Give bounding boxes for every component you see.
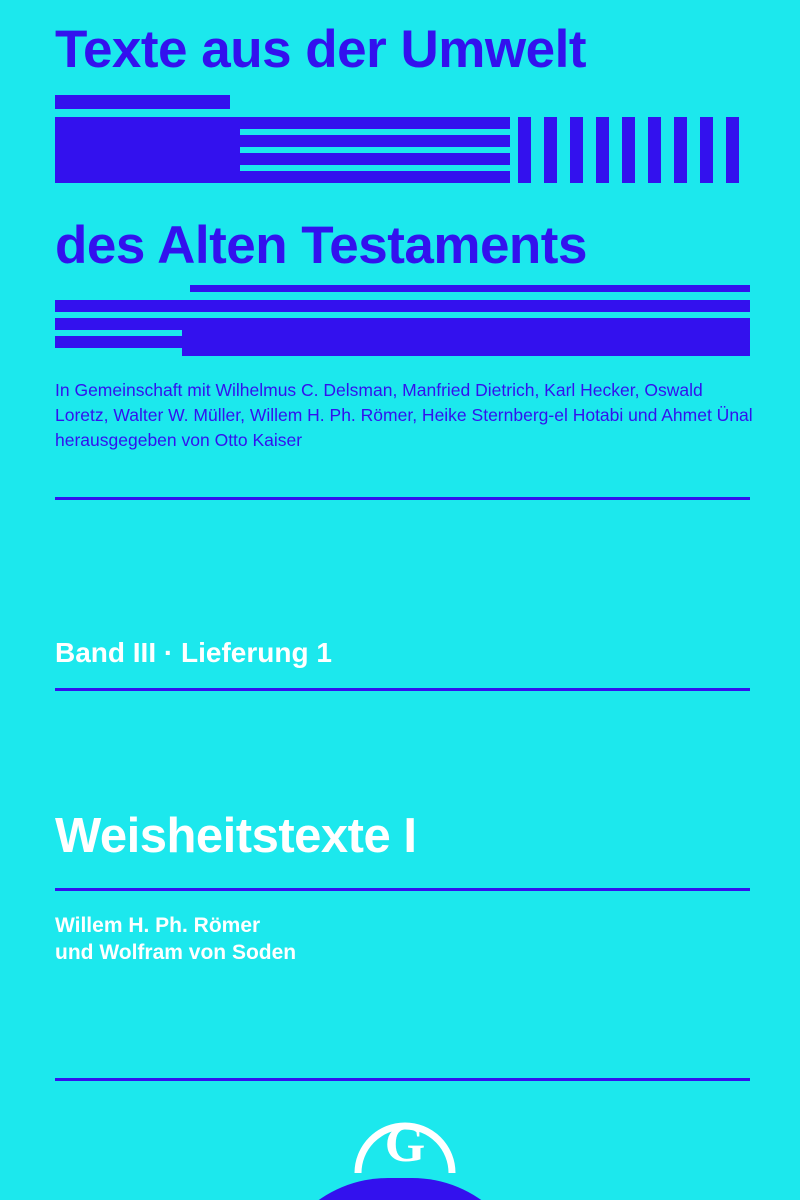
divider-3 [55, 888, 750, 891]
editors-statement: In Gemeinschaft mit Wilhelmus C. Delsman, Manfried Dietrich, Karl Hecker, Oswald Loretz, Walter W. Müller, Willem H. Ph. Römer, Heike Sternberg-el Hotabi und Ahmet Ünal herausgegeben von Otto Kaiser [55, 380, 753, 450]
stripe-block-right-2 [182, 318, 750, 356]
title-rule-thick [55, 95, 230, 109]
divider-1 [55, 497, 750, 500]
comb-decoration [518, 117, 748, 183]
series-title-line-2: des Alten Testaments [55, 216, 587, 275]
stripe-3 [235, 153, 510, 165]
author-line-2: und Wolfram von Soden [55, 941, 297, 964]
bottom-dome-decoration [268, 1178, 532, 1200]
stripe-1 [55, 117, 510, 129]
stripe-2 [235, 135, 510, 147]
stripe-6 [55, 318, 185, 330]
divider-2 [55, 688, 750, 691]
series-title-underline [190, 285, 750, 292]
publisher-monogram: G [384, 1116, 426, 1173]
volume-label: Band III · Lieferung 1 [55, 637, 332, 668]
stripe-5 [55, 300, 750, 312]
stripe-4 [55, 171, 510, 183]
divider-4 [55, 1078, 750, 1081]
authors [55, 912, 296, 966]
series-title-line-1: Texte aus der Umwelt [55, 20, 586, 79]
book-title: Weisheitstexte I [55, 809, 417, 863]
author-line-1: Willem H. Ph. Römer [55, 914, 261, 937]
stripe-7 [55, 336, 185, 348]
